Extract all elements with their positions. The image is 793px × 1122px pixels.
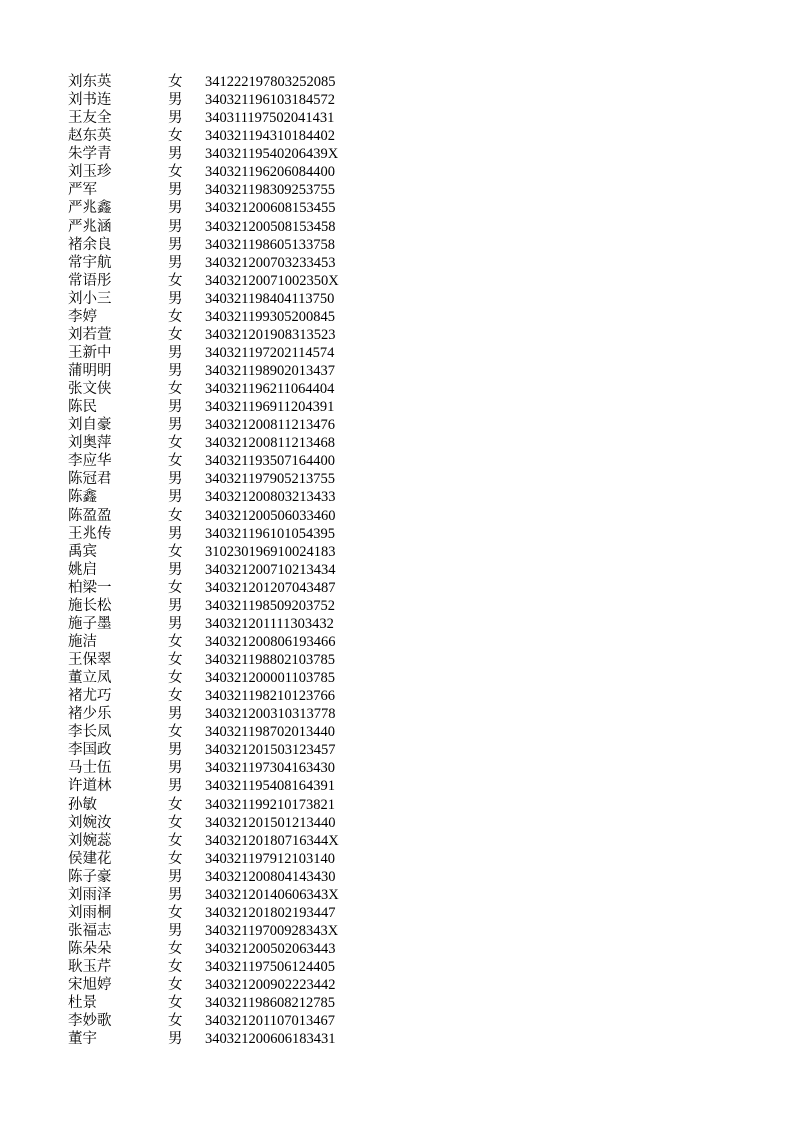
name-cell: 褚尤巧 — [68, 688, 112, 705]
table-row — [68, 452, 388, 470]
name-cell: 施洁 — [68, 633, 97, 650]
id-number-cell: 340321196211064404 — [205, 381, 335, 398]
table-row — [68, 940, 388, 958]
name-cell: 蒲明明 — [68, 363, 112, 379]
name-cell: 许道林 — [68, 778, 112, 795]
gender-cell: 男 — [168, 1031, 183, 1048]
name-cell: 侯建花 — [68, 850, 112, 867]
table-row — [68, 633, 388, 651]
id-number-cell: 34032120180716344X — [205, 832, 339, 849]
id-number-cell: 340321201107013467 — [205, 1013, 335, 1030]
table-row — [68, 163, 388, 181]
id-number-cell: 340321199305200845 — [205, 308, 335, 325]
table-row — [68, 199, 388, 217]
table-row — [68, 579, 388, 597]
table-row — [68, 832, 388, 850]
gender-cell: 女 — [168, 453, 183, 470]
name-cell: 宋旭婷 — [68, 977, 112, 994]
name-cell: 马士伍 — [68, 760, 112, 777]
gender-cell: 男 — [168, 471, 183, 488]
id-number-cell: 34032119700928343X — [205, 922, 339, 939]
name-cell: 严兆鑫 — [68, 200, 112, 217]
gender-cell: 男 — [168, 182, 183, 199]
name-cell: 李应华 — [68, 453, 112, 470]
table-row — [68, 868, 388, 886]
id-number-cell: 340321200506033460 — [205, 507, 336, 524]
id-number-cell: 340321201802193447 — [205, 904, 336, 921]
id-number-cell: 340321201501213440 — [205, 814, 336, 831]
id-number-cell: 340321194310184402 — [205, 128, 335, 145]
id-number-cell: 34032119540206439X — [205, 146, 339, 163]
gender-cell: 女 — [168, 272, 183, 289]
gender-cell: 女 — [168, 814, 183, 831]
gender-cell: 女 — [168, 724, 183, 741]
name-cell: 柏梁一 — [68, 579, 112, 596]
name-cell: 常宇航 — [68, 254, 112, 271]
name-cell: 施子墨 — [68, 615, 112, 632]
table-row — [68, 615, 388, 633]
table-row — [68, 687, 388, 705]
id-number-cell: 340321198608212785 — [205, 995, 335, 1012]
id-number-cell: 340321200608153455 — [205, 200, 336, 217]
name-cell: 刘雨桐 — [68, 904, 112, 921]
table-row — [68, 597, 388, 615]
gender-cell: 男 — [168, 525, 183, 542]
id-number-cell: 340321199210173821 — [205, 796, 335, 813]
name-cell: 董立凤 — [68, 670, 112, 687]
table-row — [68, 922, 388, 940]
name-cell: 王兆传 — [68, 525, 112, 542]
gender-cell: 男 — [168, 146, 183, 163]
name-cell: 陈子豪 — [68, 868, 112, 885]
id-number-cell: 340321200811213468 — [205, 435, 335, 452]
id-number-cell: 340321197304163430 — [205, 760, 335, 777]
table-row — [68, 272, 388, 290]
gender-cell: 女 — [168, 164, 183, 181]
name-cell: 刘自豪 — [68, 417, 112, 434]
id-number-cell: 340321198509203752 — [205, 597, 335, 614]
name-cell: 刘若萱 — [68, 326, 112, 343]
table-row — [68, 705, 388, 723]
name-cell: 严军 — [68, 182, 97, 199]
gender-cell: 男 — [168, 868, 183, 885]
name-cell: 刘小三 — [68, 290, 112, 307]
id-number-cell: 340321201908313523 — [205, 326, 336, 343]
table-row — [68, 777, 388, 795]
table-row — [68, 218, 388, 236]
table-row — [68, 326, 388, 344]
gender-cell: 女 — [168, 326, 183, 343]
table-row — [68, 344, 388, 362]
name-cell: 王新中 — [68, 344, 112, 361]
name-cell: 王友全 — [68, 110, 112, 127]
name-cell: 常语彤 — [68, 272, 112, 289]
name-cell: 李妙歌 — [68, 1013, 112, 1030]
gender-cell: 男 — [168, 706, 183, 723]
gender-cell: 女 — [168, 381, 183, 398]
id-number-cell: 340321196206084400 — [205, 164, 335, 181]
table-row — [68, 759, 388, 777]
gender-cell: 女 — [168, 959, 183, 976]
table-row — [68, 723, 388, 741]
id-number-cell: 340321200508153458 — [205, 218, 336, 235]
gender-cell: 男 — [168, 218, 183, 235]
name-cell: 刘婉蕊 — [68, 832, 112, 849]
gender-cell: 男 — [168, 363, 183, 379]
gender-cell: 男 — [168, 922, 183, 939]
gender-cell: 男 — [168, 597, 183, 614]
id-number-cell: 340321200502063443 — [205, 941, 336, 957]
id-number-cell: 340321196911204391 — [205, 399, 335, 416]
id-number-cell: 340321200001103785 — [205, 670, 335, 687]
id-number-cell: 340321193507164400 — [205, 453, 335, 470]
gender-cell: 男 — [168, 110, 183, 127]
id-number-cell: 340321197905213755 — [205, 471, 335, 488]
gender-cell: 女 — [168, 652, 183, 668]
id-number-cell: 340321198802103785 — [205, 652, 335, 668]
gender-cell: 女 — [168, 977, 183, 994]
id-number-cell: 340321198404113750 — [205, 290, 335, 307]
table-row — [68, 525, 388, 543]
gender-cell: 男 — [168, 615, 183, 632]
id-number-cell: 340321201503123457 — [205, 742, 336, 759]
table-row — [68, 145, 388, 163]
table-row — [68, 904, 388, 922]
id-number-cell: 340321197202114574 — [205, 344, 335, 361]
gender-cell: 男 — [168, 886, 183, 903]
id-number-cell: 340321195408164391 — [205, 778, 335, 795]
table-row — [68, 958, 388, 976]
table-row — [68, 109, 388, 127]
table-row — [68, 796, 388, 814]
id-number-cell: 340321200811213476 — [205, 417, 335, 434]
table-row — [68, 507, 388, 525]
id-number-cell: 340321197912103140 — [205, 850, 335, 867]
name-cell: 杜景 — [68, 995, 97, 1012]
name-cell: 褚余良 — [68, 236, 112, 253]
table-row — [68, 236, 388, 254]
name-cell: 刘书连 — [68, 92, 112, 109]
id-number-cell: 340321200310313778 — [205, 706, 336, 723]
name-cell: 褚少乐 — [68, 706, 112, 723]
gender-cell: 女 — [168, 128, 183, 145]
name-cell: 禹宾 — [68, 543, 97, 560]
id-number-cell: 340321198309253755 — [205, 182, 335, 199]
gender-cell: 女 — [168, 941, 183, 957]
id-number-cell: 340321197506124405 — [205, 959, 335, 976]
table-row — [68, 470, 388, 488]
table-row — [68, 380, 388, 398]
gender-cell: 男 — [168, 417, 183, 434]
id-number-cell: 340311197502041431 — [205, 110, 335, 127]
id-number-cell: 340321200806193466 — [205, 633, 336, 650]
gender-cell: 女 — [168, 995, 183, 1012]
name-cell: 李婷 — [68, 308, 97, 325]
gender-cell: 男 — [168, 92, 183, 109]
name-cell: 李国政 — [68, 742, 112, 759]
name-cell: 姚启 — [68, 561, 97, 578]
table-row — [68, 814, 388, 832]
table-row — [68, 741, 388, 759]
table-row — [68, 850, 388, 868]
gender-cell: 男 — [168, 399, 183, 416]
id-number-cell: 341222197803252085 — [205, 74, 336, 90]
id-number-cell: 340321200703233453 — [205, 254, 336, 271]
name-cell: 刘婉汝 — [68, 814, 112, 831]
table-row — [68, 254, 388, 272]
table-row — [68, 994, 388, 1012]
table-row — [68, 1030, 388, 1048]
name-cell: 刘东英 — [68, 74, 112, 90]
table-row — [68, 290, 388, 308]
gender-cell: 女 — [168, 633, 183, 650]
gender-cell: 女 — [168, 904, 183, 921]
name-cell: 李长凤 — [68, 724, 112, 741]
gender-cell: 男 — [168, 742, 183, 759]
gender-cell: 女 — [168, 1013, 183, 1030]
name-cell: 严兆涵 — [68, 218, 112, 235]
gender-cell: 女 — [168, 543, 183, 560]
name-cell: 刘奥萍 — [68, 435, 112, 452]
name-cell: 朱学青 — [68, 146, 112, 163]
gender-cell: 男 — [168, 489, 183, 506]
id-number-cell: 340321198702013440 — [205, 724, 335, 741]
gender-cell: 女 — [168, 579, 183, 596]
id-number-cell: 34032120071002350X — [205, 272, 339, 289]
gender-cell: 女 — [168, 832, 183, 849]
table-row — [68, 1012, 388, 1030]
name-cell: 刘雨泽 — [68, 886, 112, 903]
table-row — [68, 976, 388, 994]
gender-cell: 男 — [168, 561, 183, 578]
table-row — [68, 362, 388, 380]
table-row — [68, 181, 388, 199]
name-cell: 孙敏 — [68, 796, 97, 813]
id-number-cell: 340321196101054395 — [205, 525, 335, 542]
gender-cell: 女 — [168, 796, 183, 813]
table-row — [68, 561, 388, 579]
name-cell: 陈冠君 — [68, 471, 112, 488]
name-cell: 张福志 — [68, 922, 112, 939]
name-cell: 陈民 — [68, 399, 97, 416]
person-list — [68, 73, 388, 1048]
gender-cell: 男 — [168, 200, 183, 217]
gender-cell: 女 — [168, 688, 183, 705]
id-number-cell: 340321200803213433 — [205, 489, 336, 506]
table-row — [68, 308, 388, 326]
id-number-cell: 34032120140606343X — [205, 886, 339, 903]
gender-cell: 男 — [168, 254, 183, 271]
id-number-cell: 340321198210123766 — [205, 688, 335, 705]
gender-cell: 女 — [168, 435, 183, 452]
name-cell: 耿玉芹 — [68, 959, 112, 976]
id-number-cell: 340321198605133758 — [205, 236, 335, 253]
name-cell: 赵东英 — [68, 128, 112, 145]
gender-cell: 男 — [168, 778, 183, 795]
table-row — [68, 543, 388, 561]
id-number-cell: 340321200710213434 — [205, 561, 336, 578]
table-row — [68, 488, 388, 506]
table-row — [68, 416, 388, 434]
gender-cell: 男 — [168, 290, 183, 307]
gender-cell: 女 — [168, 850, 183, 867]
gender-cell: 女 — [168, 74, 183, 90]
name-cell: 施长松 — [68, 597, 112, 614]
table-row — [68, 91, 388, 109]
name-cell: 董宇 — [68, 1031, 97, 1048]
name-cell: 刘玉珍 — [68, 164, 112, 181]
id-number-cell: 310230196910024183 — [205, 543, 336, 560]
name-cell: 陈朵朵 — [68, 941, 112, 957]
id-number-cell: 340321200606183431 — [205, 1031, 336, 1048]
gender-cell: 男 — [168, 760, 183, 777]
gender-cell: 女 — [168, 308, 183, 325]
gender-cell: 女 — [168, 670, 183, 687]
id-number-cell: 340321200804143430 — [205, 868, 336, 885]
name-cell: 张文侠 — [68, 381, 112, 398]
table-row — [68, 398, 388, 416]
gender-cell: 男 — [168, 236, 183, 253]
id-number-cell: 340321196103184572 — [205, 92, 335, 109]
gender-cell: 女 — [168, 507, 183, 524]
table-row — [68, 73, 388, 91]
table-row — [68, 127, 388, 145]
id-number-cell: 340321201207043487 — [205, 579, 336, 596]
table-row — [68, 669, 388, 687]
gender-cell: 男 — [168, 344, 183, 361]
table-row — [68, 651, 388, 669]
table-row — [68, 886, 388, 904]
name-cell: 陈盈盈 — [68, 507, 112, 524]
id-number-cell: 340321201111303432 — [205, 615, 334, 632]
table-row — [68, 434, 388, 452]
name-cell: 王保翠 — [68, 652, 112, 668]
id-number-cell: 340321200902223442 — [205, 977, 336, 994]
id-number-cell: 340321198902013437 — [205, 363, 335, 379]
name-cell: 陈鑫 — [68, 489, 97, 506]
